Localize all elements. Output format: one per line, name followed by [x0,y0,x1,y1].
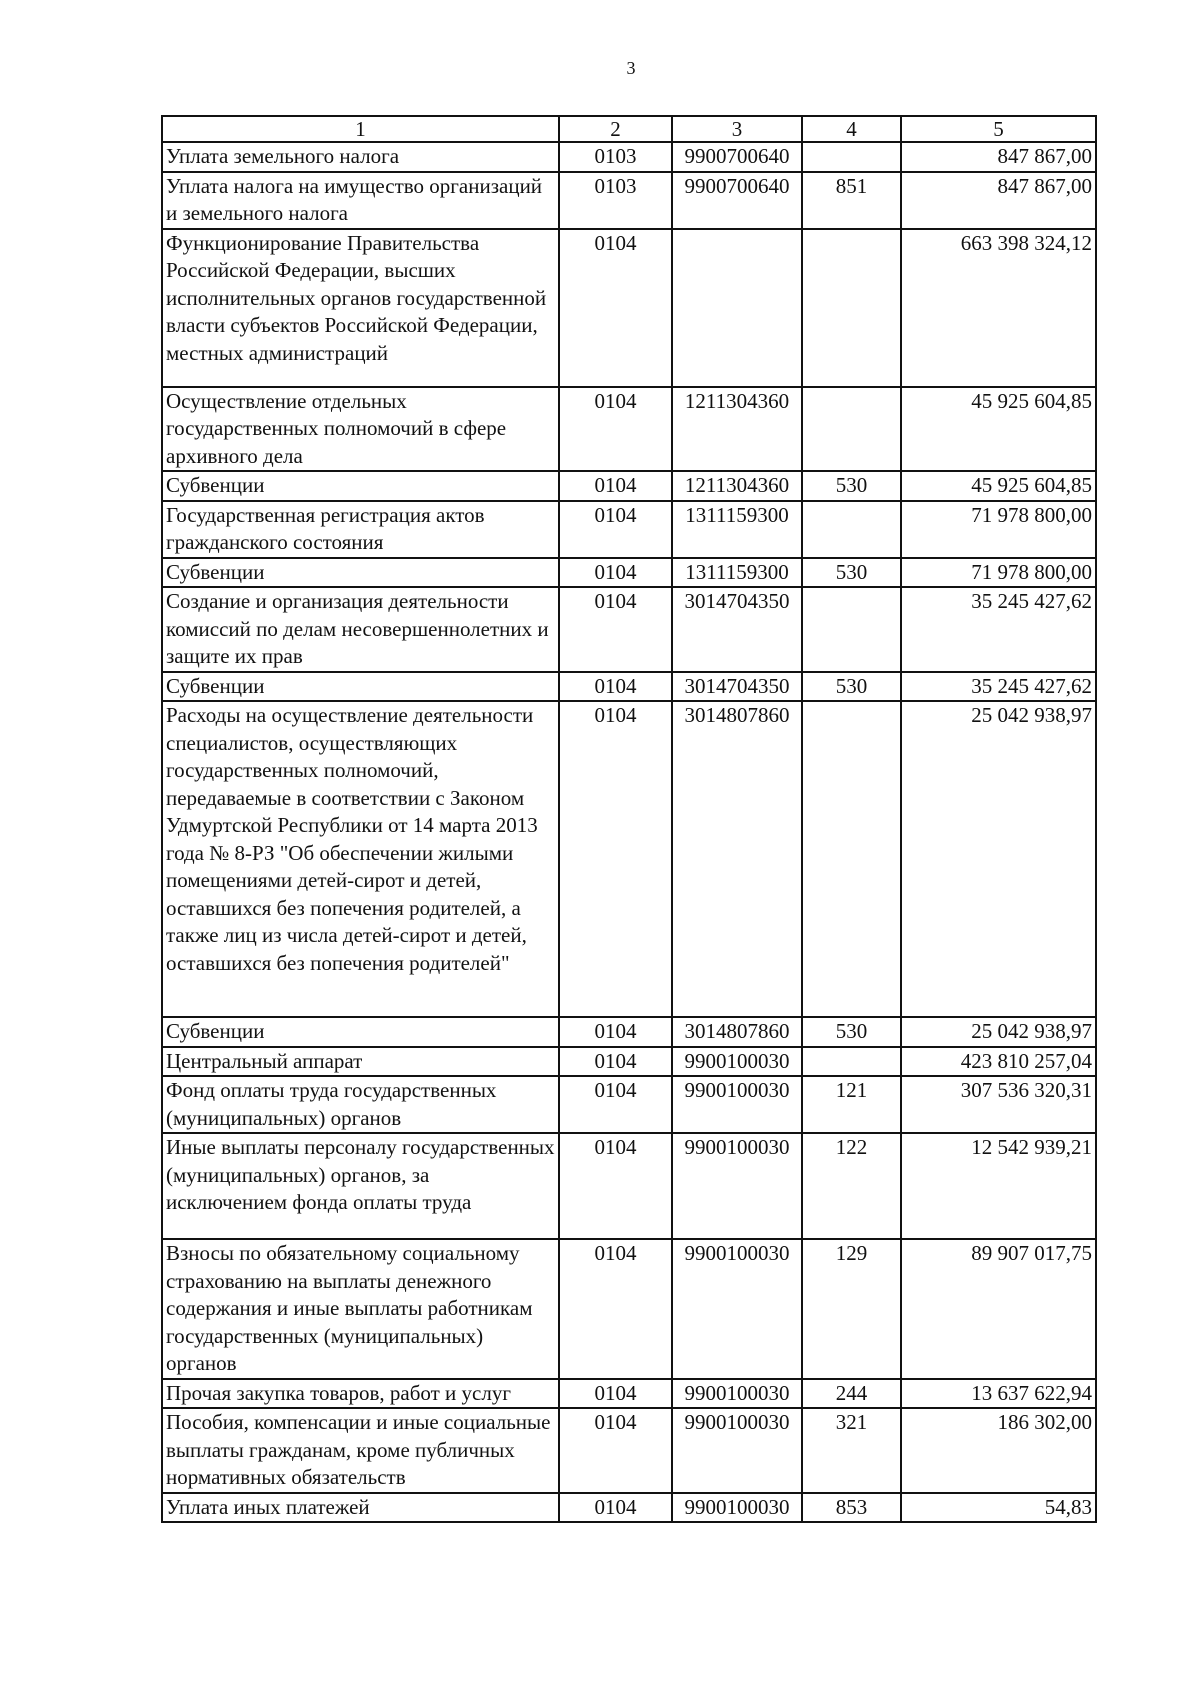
row-name-cell: Функционирование Правительства Российской Федерации, высших исполнительных органов государственной власти субъектов Российской Федерации, местных администраций [162,229,559,387]
row-target-cell: 9900100030 [672,1047,802,1077]
row-type-cell: 122 [802,1133,901,1239]
row-type-cell [802,1047,901,1077]
table-row [162,387,1096,472]
table-row [162,1493,1096,1523]
header-cell-5: 5 [901,116,1096,142]
row-section-cell: 0104 [559,672,672,702]
table-row [162,229,1096,387]
row-target-cell: 1211304360 [672,387,802,472]
table-row [162,142,1096,172]
row-section-cell: 0104 [559,1408,672,1493]
table-row [162,1133,1096,1239]
row-target-cell: 1311159300 [672,558,802,588]
row-type-cell [802,229,901,387]
row-amount-cell: 45 925 604,85 [901,387,1096,472]
row-amount-cell: 54,83 [901,1493,1096,1523]
row-type-cell: 321 [802,1408,901,1493]
row-target-cell: 9900100030 [672,1076,802,1133]
row-name-cell: Субвенции [162,471,559,501]
row-target-cell: 1311159300 [672,501,802,558]
table-row [162,1408,1096,1493]
row-section-cell: 0104 [559,501,672,558]
header-cell-3: 3 [672,116,802,142]
row-amount-cell: 35 245 427,62 [901,587,1096,672]
table-header-row [162,116,1096,142]
row-target-cell: 9900700640 [672,172,802,229]
page-number: 3 [626,58,636,78]
row-amount-cell: 71 978 800,00 [901,558,1096,588]
row-target-cell: 3014807860 [672,701,802,1017]
row-target-cell: 9900100030 [672,1133,802,1239]
row-target-cell: 9900100030 [672,1493,802,1523]
row-section-cell: 0104 [559,587,672,672]
row-target-cell [672,229,802,387]
row-amount-cell: 13 637 622,94 [901,1379,1096,1409]
row-section-cell: 0104 [559,1017,672,1047]
row-type-cell [802,387,901,472]
row-amount-cell: 186 302,00 [901,1408,1096,1493]
row-name-cell: Субвенции [162,672,559,702]
row-name-cell: Государственная регистрация актов гражданского состояния [162,501,559,558]
row-name-cell: Фонд оплаты труда государственных (муниципальных) органов [162,1076,559,1133]
row-target-cell: 3014704350 [672,587,802,672]
row-section-cell: 0104 [559,1239,672,1379]
row-section-cell: 0104 [559,471,672,501]
row-name-cell: Центральный аппарат [162,1047,559,1077]
table-row [162,172,1096,229]
row-name-cell: Субвенции [162,558,559,588]
row-section-cell: 0104 [559,558,672,588]
row-section-cell: 0104 [559,1047,672,1077]
table-row [162,471,1096,501]
row-target-cell: 1211304360 [672,471,802,501]
table-row [162,1239,1096,1379]
row-section-cell: 0104 [559,1133,672,1239]
row-type-cell: 530 [802,471,901,501]
row-amount-cell: 12 542 939,21 [901,1133,1096,1239]
row-type-cell: 851 [802,172,901,229]
table-row [162,1047,1096,1077]
row-name-cell: Расходы на осуществление деятельности специалистов, осуществляющих государственных полномочий, передаваемые в соответствии с Законом Удмуртской Республики от 14 марта 2013 года № 8-РЗ "Об обеспечении жилыми помещениями детей-сирот и детей, оставшихся без попечения родителей, а также лиц из числа детей-сирот и детей, оставшихся без попечения родителей" [162,701,559,1017]
row-target-cell: 9900100030 [672,1408,802,1493]
budget-table-container [161,115,1097,1523]
row-type-cell [802,142,901,172]
row-name-cell: Прочая закупка товаров, работ и услуг [162,1379,559,1409]
row-name-cell: Создание и организация деятельности комиссий по делам несовершеннолетних и защите их прав [162,587,559,672]
row-section-cell: 0104 [559,1379,672,1409]
row-amount-cell: 847 867,00 [901,142,1096,172]
row-name-cell: Взносы по обязательному социальному страхованию на выплаты денежного содержания и иные выплаты работникам государственных (муниципальных) органов [162,1239,559,1379]
row-type-cell [802,587,901,672]
row-name-cell: Субвенции [162,1017,559,1047]
row-type-cell: 129 [802,1239,901,1379]
table-row [162,501,1096,558]
row-amount-cell: 89 907 017,75 [901,1239,1096,1379]
row-name-cell: Иные выплаты персоналу государственных (муниципальных) органов, за исключением фонда оплаты труда [162,1133,559,1239]
row-type-cell: 853 [802,1493,901,1523]
row-target-cell: 9900100030 [672,1239,802,1379]
row-name-cell: Уплата иных платежей [162,1493,559,1523]
table-row [162,701,1096,1017]
row-target-cell: 9900100030 [672,1379,802,1409]
row-target-cell: 3014807860 [672,1017,802,1047]
row-type-cell: 530 [802,1017,901,1047]
table-row [162,1379,1096,1409]
row-amount-cell: 45 925 604,85 [901,471,1096,501]
row-section-cell: 0103 [559,142,672,172]
row-amount-cell: 847 867,00 [901,172,1096,229]
row-section-cell: 0104 [559,1076,672,1133]
table-row [162,672,1096,702]
row-type-cell [802,501,901,558]
header-cell-2: 2 [559,116,672,142]
row-amount-cell: 423 810 257,04 [901,1047,1096,1077]
row-target-cell: 3014704350 [672,672,802,702]
header-cell-1: 1 [162,116,559,142]
row-name-cell: Пособия, компенсации и иные социальные выплаты гражданам, кроме публичных нормативных обязательств [162,1408,559,1493]
row-type-cell: 244 [802,1379,901,1409]
row-amount-cell: 307 536 320,31 [901,1076,1096,1133]
row-section-cell: 0104 [559,387,672,472]
row-section-cell: 0104 [559,229,672,387]
row-target-cell: 9900700640 [672,142,802,172]
row-amount-cell: 35 245 427,62 [901,672,1096,702]
row-name-cell: Уплата налога на имущество организаций и земельного налога [162,172,559,229]
row-section-cell: 0104 [559,1493,672,1523]
row-section-cell: 0103 [559,172,672,229]
table-row [162,1017,1096,1047]
row-type-cell [802,701,901,1017]
row-amount-cell: 25 042 938,97 [901,701,1096,1017]
row-name-cell: Уплата земельного налога [162,142,559,172]
row-amount-cell: 663 398 324,12 [901,229,1096,387]
table-row [162,558,1096,588]
budget-table [161,115,1097,1523]
row-type-cell: 530 [802,672,901,702]
table-row [162,1076,1096,1133]
row-amount-cell: 25 042 938,97 [901,1017,1096,1047]
row-section-cell: 0104 [559,701,672,1017]
row-name-cell: Осуществление отдельных государственных полномочий в сфере архивного дела [162,387,559,472]
row-amount-cell: 71 978 800,00 [901,501,1096,558]
header-cell-4: 4 [802,116,901,142]
row-type-cell: 121 [802,1076,901,1133]
row-type-cell: 530 [802,558,901,588]
table-row [162,587,1096,672]
